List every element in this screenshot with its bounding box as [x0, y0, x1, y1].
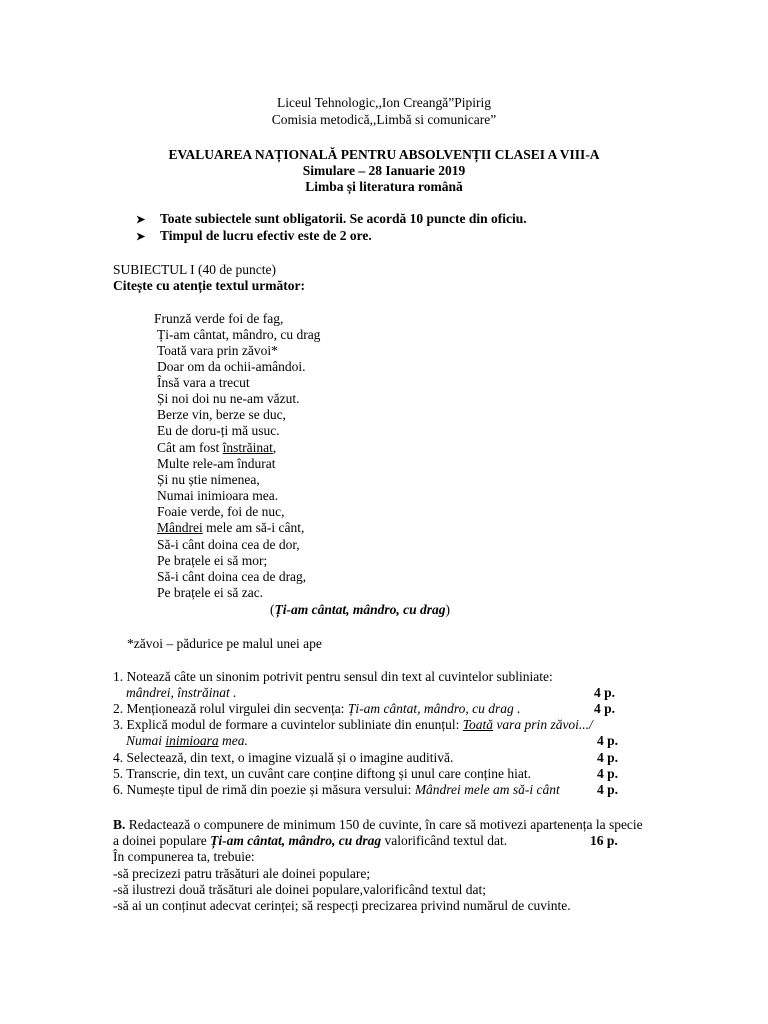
underlined-word: înstrăinat	[222, 440, 273, 455]
footnote: *zăvoi – pădurice pe malul unei ape	[127, 636, 322, 651]
question-4-points: 4 p.	[597, 750, 619, 765]
question-2-points: 4 p.	[594, 701, 616, 716]
poem-line: Eu de doru-ți mă usuc.	[157, 423, 280, 438]
question-5: 5. Transcrie, din text, un cuvânt care conține diftong și unul care conține hiat.	[113, 766, 532, 781]
question-3-points: 4 p.	[597, 733, 619, 748]
poem-line: Ți-am cântat, mândro, cu drag	[157, 327, 321, 342]
poem-line: Numai inimioara mea.	[157, 488, 279, 503]
question-1: 1. Notează câte un sinonim potrivit pentru sensul din text al cuvintelor subliniate:	[113, 669, 553, 684]
underlined-word: inimioara	[165, 733, 219, 748]
poem-source: (Ți-am cântat, mândro, cu drag)	[270, 602, 451, 617]
partB-label: B.	[113, 817, 126, 832]
question-6-points: 4 p.	[597, 782, 619, 797]
poem-line: Doar om da ochii-amândoi.	[157, 359, 306, 374]
question-1-points: 4 p.	[594, 685, 616, 700]
rule-item: ➤ Toate subiectele sunt obligatorii. Se acordă 10 puncte din oficiu.	[136, 211, 527, 226]
poem-line: Foaie verde, foi de nuc,	[157, 504, 285, 519]
exam-subject: Limba și literatura română	[305, 179, 463, 194]
question-1-words: mândrei, înstrăinat .	[126, 685, 237, 700]
rule-item: ➤ Timpul de lucru efectiv este de 2 ore.	[136, 228, 372, 243]
poem-line: Și nu știe nimenea,	[157, 472, 260, 487]
underlined-word: Toată	[462, 717, 494, 732]
poem-line: Frunză verde foi de fag,	[154, 311, 284, 326]
partB-requirement: -să precizezi patru trăsături ale doinei populare;	[113, 866, 371, 881]
question-4: 4. Selectează, din text, o imagine vizuală și o imagine auditivă.	[113, 750, 454, 765]
poem-source-title: Ți-am cântat, mândro, cu drag	[274, 602, 446, 617]
subject1-instruction: Citește cu atenție textul următor:	[113, 278, 305, 293]
exam-date: Simulare – 28 Ianuarie 2019	[302, 163, 466, 178]
subject1-heading: SUBIECTUL I (40 de puncte)	[113, 262, 276, 277]
partB-requirement: -să ilustrezi două trăsături ale doinei populare,valorificând textul dat;	[113, 882, 486, 897]
question-2: 2. Menționează rolul virgulei din secvența: Ți-am cântat, mândro, cu drag .	[113, 701, 521, 716]
poem-line: Însă vara a trecut	[157, 375, 250, 390]
arrow-bullet-icon: ➤	[136, 214, 146, 226]
partB-line1: B. Redactează o compunere de minimum 150 de cuvinte, în care să motivezi apartenența la specie	[113, 817, 643, 832]
partB-points: 16 p.	[590, 833, 618, 848]
partB-requirement: -să ai un conținut adecvat cerinței; să respecți precizarea privind numărul de cuvinte.	[113, 898, 571, 913]
poem-line: Berze vin, berze se duc,	[157, 407, 286, 422]
question-6: 6. Numește tipul de rimă din poezie și măsura versului: Mândrei mele am să-i cânt	[113, 782, 560, 797]
poem-line: Multe rele-am îndurat	[157, 456, 276, 471]
underlined-word: Mândrei	[157, 520, 203, 535]
exam-title: EVALUAREA NAȚIONALĂ PENTRU ABSOLVENȚII CLASEI A VIII-A	[168, 147, 600, 162]
poem-line: Să-i cânt doina cea de drag,	[157, 569, 307, 584]
poem-line: Să-i cânt doina cea de dor,	[157, 537, 300, 552]
poem-line: Mândrei mele am să-i cânt,	[157, 520, 305, 535]
partB-intro: În compunerea ta, trebuie:	[113, 849, 255, 864]
question-3: 3. Explică modul de formare a cuvintelor subliniate din enunțul: Toată vara prin zăvoi.../	[113, 717, 593, 732]
poem-line: Pe brațele ei să zac.	[157, 585, 264, 600]
question-3-cont: Numai inimioara mea.	[126, 733, 248, 748]
school-name: Liceul Tehnologic,,Ion Creangă”Pipirig	[277, 95, 491, 110]
poem-line: Și noi doi nu ne-am văzut.	[157, 391, 300, 406]
arrow-bullet-icon: ➤	[136, 231, 146, 243]
partB-line2: a doinei populare Ți-am cântat, mândro, cu drag valorificând textul dat.	[113, 833, 508, 848]
question-5-points: 4 p.	[597, 766, 619, 781]
poem-line: Cât am fost înstrăinat,	[157, 440, 277, 455]
poem-line: Pe brațele ei să mor;	[157, 553, 268, 568]
poem-line: Toată vara prin zăvoi*	[157, 343, 278, 358]
commission-name: Comisia metodică,,Limbă si comunicare”	[271, 112, 497, 127]
